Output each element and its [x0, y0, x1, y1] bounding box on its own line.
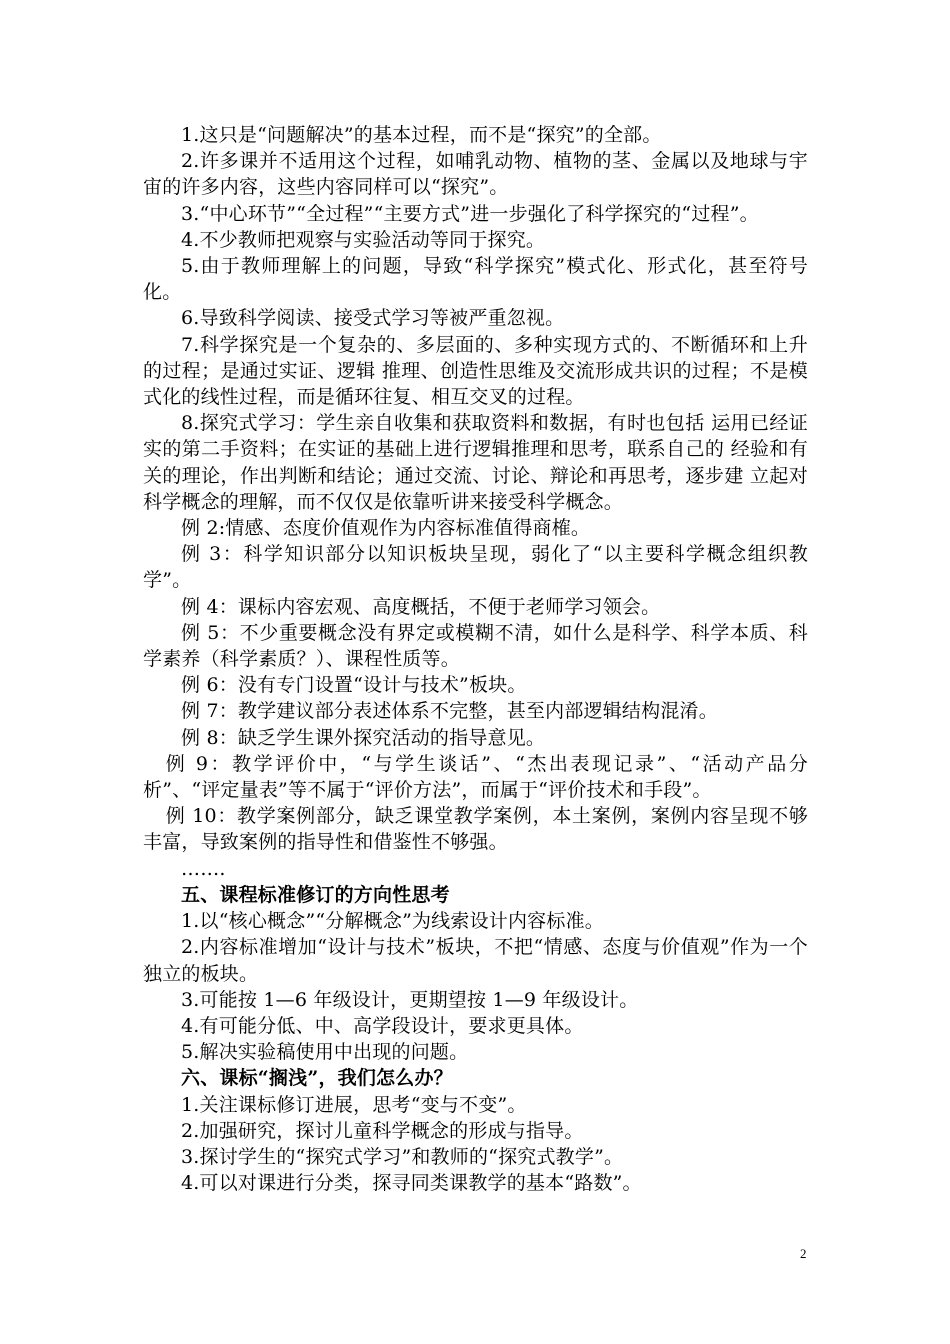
paragraph: 4.有可能分低、中、高学段设计，要求更具体。	[181, 1014, 584, 1037]
paragraph: 2.许多课并不适用这个过程，如哺乳动物、植物的茎、金属以及地球与宇宙的许多内容，这些内容同样可以“探究”。	[143, 150, 808, 199]
paragraph: 2.内容标准增加“设计与技术”板块，不把“情感、态度与价值观”作为一个独立的板块。	[143, 936, 808, 985]
paragraph: 例 2:情感、态度价值观作为内容标准值得商榷。	[181, 517, 591, 540]
paragraph: 例 8：缺乏学生课外探究活动的指导意见。	[181, 726, 546, 749]
paragraph: 5.解决实验稿使用中出现的问题。	[181, 1041, 469, 1064]
paragraph: 例 7：教学建议部分表述体系不完整，甚至内部逻辑结构混淆。	[181, 700, 718, 723]
paragraph: 7.科学探究是一个复杂的、多层面的、多种实现方式的、不断循环和上升的过程；是通过实证、逻辑 推理、创造性思维及交流形成共识的过程；不是模式化的线性过程，而是循环往复、相互交叉的过程。	[143, 333, 808, 409]
section-heading: 五、课程标准修订的方向性思考	[181, 883, 450, 906]
paragraph: 4.不少教师把观察与实验活动等同于探究。	[181, 228, 546, 251]
document-body	[143, 122, 808, 1196]
paragraph: 例 4：课标内容宏观、高度概括，不便于老师学习领会。	[181, 595, 661, 618]
paragraph: 例 10：教学案例部分，缺乏课堂教学案例，本土案例，案例内容呈现不够丰富，导致案例的指导性和借鉴性不够强。	[143, 805, 808, 854]
paragraph: 例 9：教学评价中，“与学生谈话”、“杰出表现记录”、“活动产品分析”、“评定量表”等不属于“评价方法”，而属于“评价技术和手段”。	[143, 752, 808, 802]
paragraph: 2.加强研究，探讨儿童科学概念的形成与指导。	[181, 1119, 584, 1142]
paragraph: 8.探究式学习：学生亲自收集和获取资料和数据，有时也包括 运用已经证实的第二手资料；在实证的基础上进行逻辑推理和思考，联系自己的 经验和有关的理论，作出判断和结论；通过交流、讨论、辩论和再思考，逐步建 立起对科学概念的理解，而不仅仅是依靠听讲来接受科学概念。	[143, 412, 808, 513]
paragraph: 3.探讨学生的“探究式学习”和教师的“探究式教学”。	[181, 1145, 624, 1168]
paragraph: 例 6：没有专门设置“设计与技术”板块。	[181, 674, 527, 697]
paragraph: 1.以“核心概念”“分解概念”为线索设计内容标准。	[181, 910, 604, 933]
paragraph: 3.“中心环节”“全过程”“主要方式”进一步强化了科学探究的“过程”。	[181, 202, 759, 225]
page-number: 2	[800, 1246, 807, 1261]
paragraph: 例 3：科学知识部分以知识板块呈现，弱化了“以主要科学概念组织教学”。	[143, 543, 808, 592]
paragraph: 1.这只是“问题解决”的基本过程，而不是“探究”的全部。	[181, 124, 662, 146]
paragraph: 6.导致科学阅读、接受式学习等被严重忽视。	[181, 307, 565, 330]
paragraph: 5.由于教师理解上的问题，导致“科学探究”模式化、形式化，甚至符号化。	[143, 255, 808, 304]
paragraph: …….	[181, 857, 226, 880]
paragraph: 例 5：不少重要概念没有界定或模糊不清，如什么是科学、科学本质、科学素养（科学素质？）、课程性质等。	[143, 621, 808, 671]
paragraph: 4.可以对课进行分类，探寻同类课教学的基本“路数”。	[181, 1172, 642, 1195]
section-heading: 六、课标“搁浅”，我们怎么办？	[181, 1067, 453, 1090]
paragraph: 1.关注课标修订进展，思考“变与不变”。	[181, 1093, 527, 1116]
paragraph: 3.可能按 1—6 年级设计，更期望按 1—9 年级设计。	[181, 988, 639, 1011]
